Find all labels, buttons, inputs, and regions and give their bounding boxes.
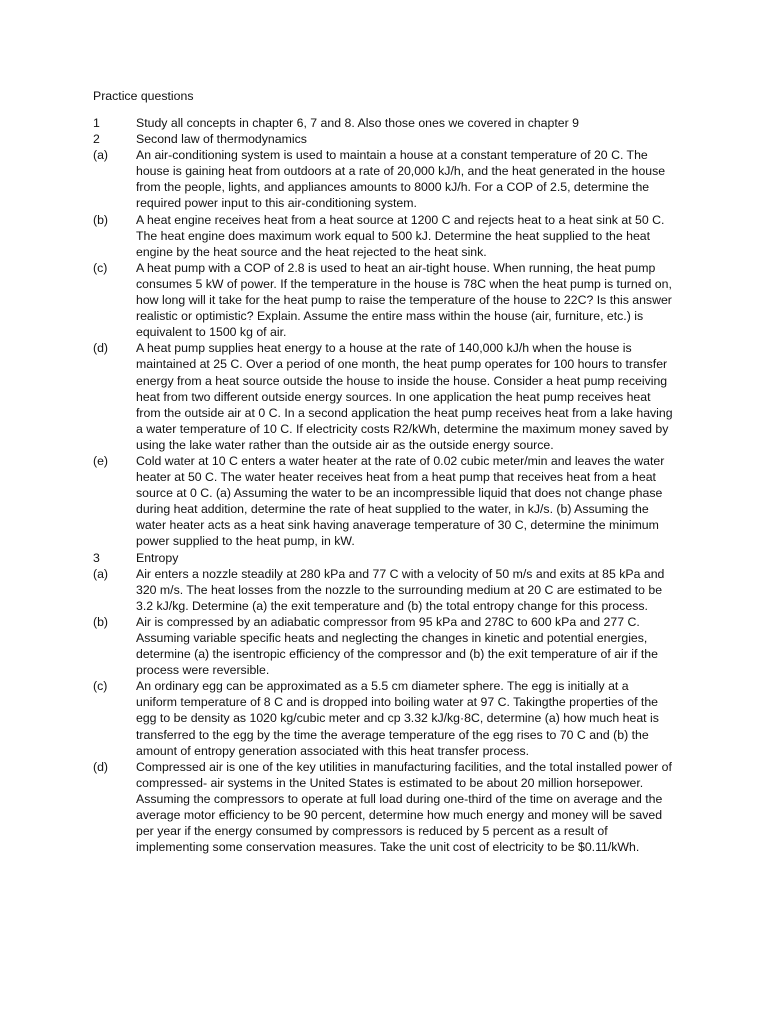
question-item (93, 212, 673, 260)
question-item (93, 340, 673, 453)
item-label: 1 (93, 116, 100, 130)
section-heading (93, 131, 673, 147)
item-label: (d) (93, 341, 109, 356)
question-item (93, 566, 673, 614)
item-text: Compressed air is one of the key utilities in manufacturing facilities, and the total installed power of compressed- air systems in the United States is estimated to be about 20 million horsepower. Assuming the compressors to operate at full load during one-third of the time on average and the average motor efficiency to be 90 percent, determine how much energy and money will be saved per year if the energy consumed by compressors is reduced by 5 percent as a result of implementing some conservation measures. Take the unit cost of electricity to be $0.11/kWh. (136, 759, 672, 855)
item-label: 2 (93, 132, 100, 147)
question-item (93, 147, 673, 211)
question-item (93, 115, 673, 131)
question-item (93, 614, 673, 678)
item-label: (b) (93, 614, 109, 629)
question-item (93, 678, 673, 758)
section-heading (93, 550, 673, 566)
question-item (93, 453, 673, 550)
item-text: A heat pump supplies heat energy to a house at the rate of 140,000 kJ/h when the house is maintained at 25 C. Over a period of one month, the heat pump operates for 100 hours to transfer energy from a heat source outside the house to inside the house. Consider a heat pump receiving heat from two different outside energy sources. In one application the heat pump receives heat from the outside air at 0 C. In a second application the heat pump receives heat from a lake having a water temperature of 10 C. If electricity costs R2/kWh, determine the maximum money saved by using the lake water rather than the outside air as the outside energy source. (136, 341, 673, 452)
item-text: Air enters a nozzle steadily at 280 kPa and 77 C with a velocity of 50 m/s and exits at 85 kPa and 320 m/s. The heat losses from the nozzle to the surrounding medium at 20 C are estimated to be 3.2 kJ/kg. Determine (a) the exit temperature and (b) the total entropy change for this process. (136, 566, 665, 613)
item-text: An air-conditioning system is used to maintain a house at a constant temperature of 20 C. The house is gaining heat from outdoors at a rate of 20,000 kJ/h, and the heat generated in the house from the people, lights, and appliances amounts to 8000 kJ/h. For a COP of 2.5, determine the required power input to this air-conditioning system. (136, 148, 666, 211)
question-list (93, 115, 673, 855)
question-item (93, 260, 673, 340)
item-text: Cold water at 10 C enters a water heater at the rate of 0.02 cubic meter/min and leaves the water heater at 50 C. The water heater receives heat from a heat pump that receives heat from a heat source at 0 C. (a) Assuming the water to be an incompressible liquid that does not change phase during heat addition, determine the rate of heat supplied to the water, in kJ/s. (b) Assuming the water heater acts as a heat sink having anaverage temperature of 30 C, determine the minimum power supplied to the heat pump, in kW. (136, 453, 665, 549)
item-label: (d) (93, 759, 109, 774)
item-text: Entropy (136, 550, 179, 565)
item-text: Study all concepts in chapter 6, 7 and 8. Also those ones we covered in chapter 9 (136, 116, 579, 130)
item-label: (c) (93, 679, 108, 694)
item-text: A heat engine receives heat from a heat source at 1200 C and rejects heat to a heat sink at 50 C. The heat engine does maximum work equal to 500 kJ. Determine the heat supplied to the heat engine by the heat source and the heat rejected to the heat sink. (136, 212, 665, 259)
item-text: Second law of thermodynamics (136, 132, 307, 147)
question-item (93, 759, 673, 856)
item-label: (e) (93, 453, 109, 468)
item-label: (c) (93, 260, 108, 275)
item-text: An ordinary egg can be approximated as a 5.5 cm diameter sphere. The egg is initially at a uniform temperature of 8 C and is dropped into boiling water at 97 C. Takingthe properties of the egg to be density as 1020 kg/cubic meter and cp 3.32 kJ/kg·8C, determine (a) how much heat is transferred to the egg by the time the average temperature of the egg rises to 70 C and (b) the amount of entropy generation associated with this heat transfer process. (136, 679, 659, 758)
item-label: (b) (93, 212, 109, 227)
item-label: (a) (93, 148, 109, 163)
item-label: 3 (93, 550, 100, 565)
item-text: A heat pump with a COP of 2.8 is used to heat an air-tight house. When running, the heat pump consumes 5 kW of power. If the temperature in the house is 78C when the heat pump is turned on, how long will it take for the heat pump to raise the temperature of the house to 22C? Is this answer realistic or optimistic? Explain. Assume the entire mass within the house (air, furniture, etc.) is equivalent to 1500 kg of air. (136, 260, 672, 340)
item-label: (a) (93, 566, 109, 581)
item-text: Air is compressed by an adiabatic compressor from 95 kPa and 278C to 600 kPa and 277 C. Assuming variable specific heats and neglecting the changes in kinetic and potential energies, determine (a) the isentropic efficiency of the compressor and (b) the exit temperature of air if the process were reversible. (136, 614, 658, 678)
page-title: Practice questions (93, 89, 194, 103)
